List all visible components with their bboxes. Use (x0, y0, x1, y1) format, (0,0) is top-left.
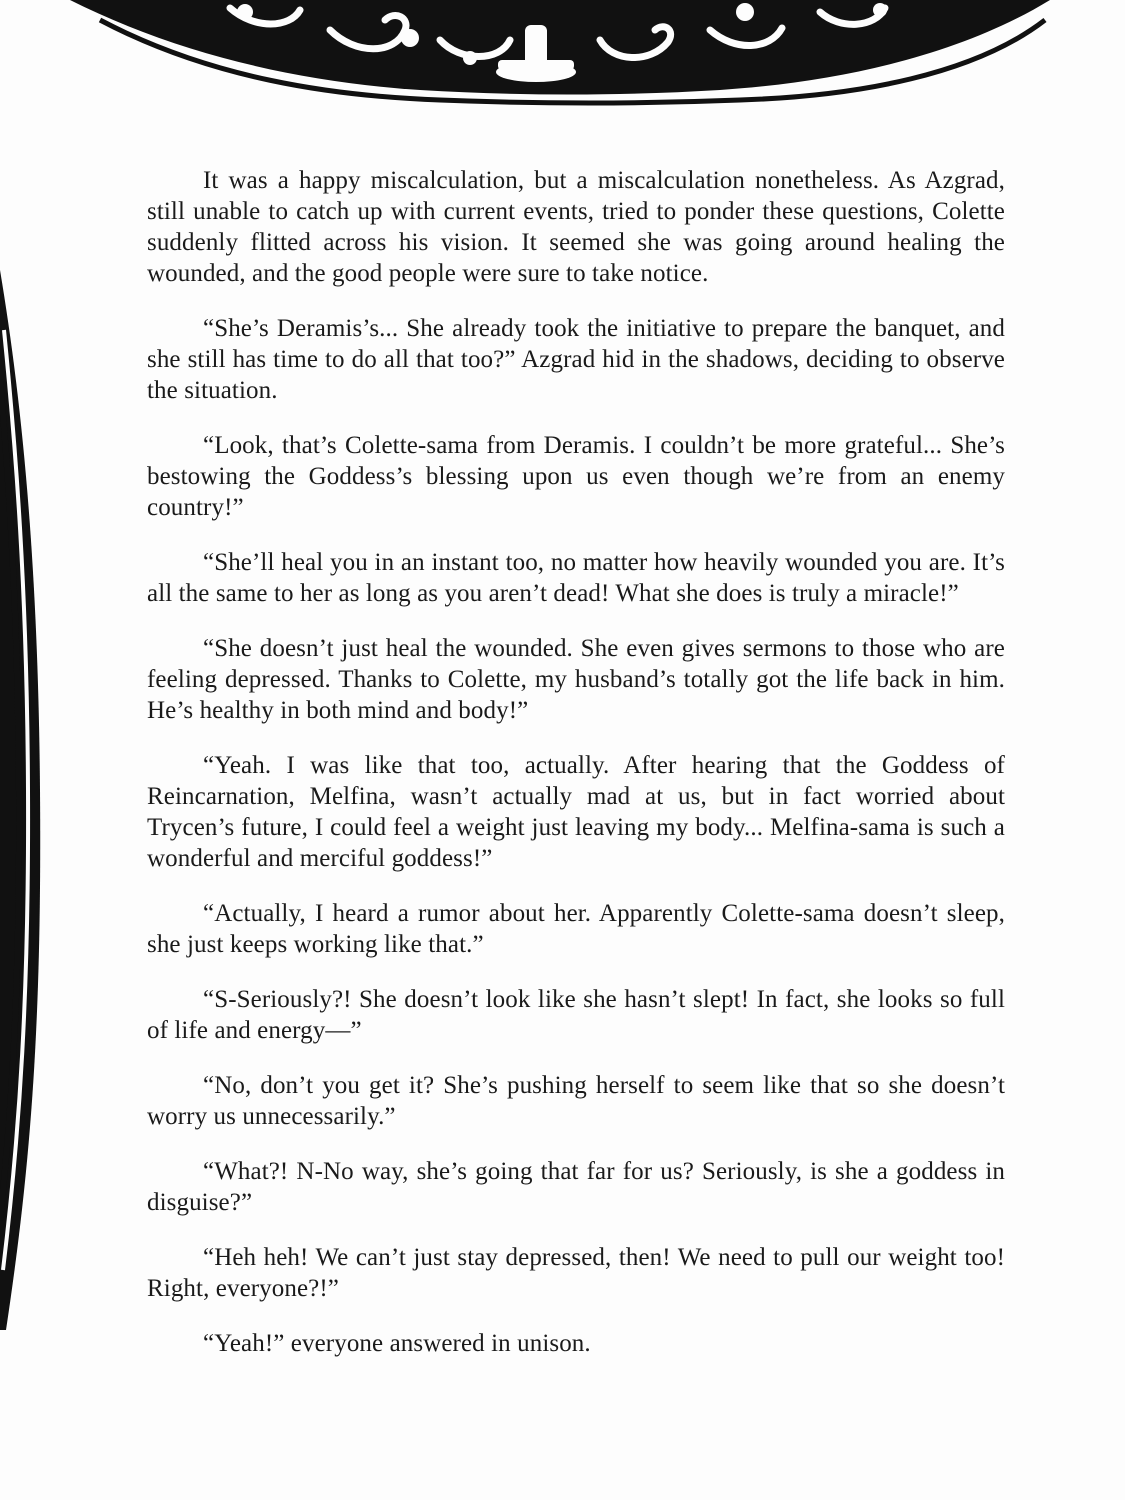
paragraph-9: “No, don’t you get it? She’s pushing herself to seem like that so she doesn’t worry us unnecessarily.” (147, 1072, 1005, 1130)
paragraph-7: “Actually, I heard a rumor about her. Apparently Colette-sama doesn’t sleep, she just keeps working like that.” (147, 900, 1005, 958)
paragraph-2: “She’s Deramis’s... She already took the initiative to prepare the banquet, and she still has time to do all that too?” Azgrad hid in the shadows, deciding to observe the situation. (147, 315, 1005, 404)
paragraph-1: It was a happy miscalculation, but a miscalculation nonetheless. As Azgrad, still unable to catch up with current events, tried to ponder these questions, Colette suddenly flitted across his vision. It seemed she was going around healing the wounded, and the good people were sure to take notice. (147, 167, 1005, 287)
paragraph-5: “She doesn’t just heal the wounded. She even gives sermons to those who are feeling depressed. Thanks to Colette, my husband’s totally got the life back in him. He’s healthy in both mind and body!” (147, 635, 1005, 724)
paragraph-10: “What?! N-No way, she’s going that far for us? Seriously, is she a goddess in disguise?” (147, 1158, 1005, 1216)
top-ornament (0, 0, 1125, 110)
paragraph-6: “Yeah. I was like that too, actually. After hearing that the Goddess of Reincarnation, Melfina, wasn’t actually mad at us, but in fact worried about Trycen’s future, I could feel a weight just leaving my body... Melfina-sama is such a wonderful and merciful goddess!” (147, 752, 1005, 872)
paragraph-8: “S-Seriously?! She doesn’t look like she hasn’t slept! In fact, she looks so full of life and energy—” (147, 986, 1005, 1044)
paragraph-12: “Yeah!” everyone answered in unison. (203, 1330, 591, 1357)
page-body (147, 165, 1005, 1383)
paragraph-11: “Heh heh! We can’t just stay depressed, then! We need to pull our weight too! Right, everyone?!” (147, 1244, 1005, 1302)
paragraph-3: “Look, that’s Colette-sama from Deramis. I couldn’t be more grateful... She’s bestowing the Goddess’s blessing upon us even though we’re from an enemy country!” (147, 432, 1005, 521)
paragraph-4: “She’ll heal you in an instant too, no matter how heavily wounded you are. It’s all the same to her as long as you aren’t dead! What she does is truly a miracle!” (147, 549, 1005, 607)
left-border-ornament (0, 270, 60, 1330)
